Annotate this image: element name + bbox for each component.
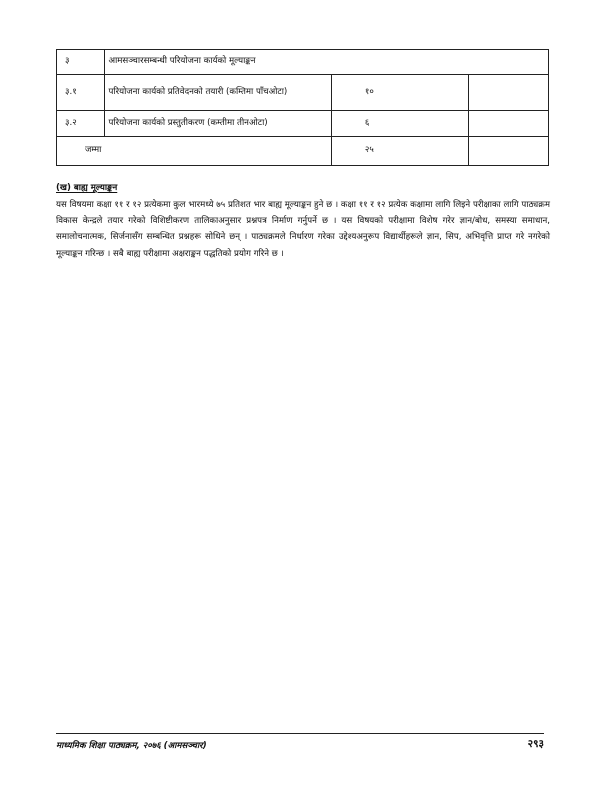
row-empty-cell	[468, 137, 548, 166]
section-paragraph: यस विषयमा कक्षा ११ र १२ प्रत्येकमा कुल भारमध्ये ७५ प्रतिशत भार बाह्य मूल्याङ्कन हुने छ । कक्षा ११ र १२ प्रत्येक कक्षामा लागि लिइने परीक्षाका लागि पाठ्यक्रम विकास केन्द्रले तयार गरेको विशिष्टीकरण तालिकाअनुसार प्रश्नपत्र निर्माण गर्नुपर्ने छ । यस विषयको परीक्षामा विशेष गरेर ज्ञान/बोध, समस्या समाधान, समालोचनात्मक, सिर्जनासँग सम्बन्धित प्रश्नहरू सोधिने छन् । पाठ्यक्रमले निर्धारण गरेका उद्देश्यअनुरूप विद्यार्थीहरूले ज्ञान, सिप, अभिवृत्ति प्राप्त गरे नगरेको मूल्याङ्कन गरिन्छ । सबै बाह्य परीक्षामा अक्षराङ्कन पद्धतिको प्रयोग गरिने छ ।	[56, 200, 550, 259]
table-row	[57, 111, 549, 137]
section-heading: (ख) बाह्य मूल्याङ्कन	[56, 183, 118, 193]
row-empty-cell	[468, 75, 548, 111]
row-description: परियोजना कार्यको प्रतिवेदनको तयारी (कम्तिमा पाँचओटा)	[105, 75, 331, 111]
page-number: २९३	[527, 738, 544, 750]
footer-title: माध्यमिक शिक्षा पाठ्यक्रम, २०७६ (आमसञ्चार)	[56, 741, 207, 751]
row-empty-cell	[468, 111, 548, 137]
assessment-table	[56, 49, 549, 166]
row-marks: ६	[331, 111, 468, 137]
row-number: ३.१	[57, 75, 105, 111]
table-row	[57, 75, 549, 111]
row-description: परियोजना कार्यको प्रस्तुतीकरण (कम्तीमा तीनओटा)	[105, 111, 331, 137]
page-footer	[56, 733, 544, 752]
total-marks: २५	[331, 137, 468, 166]
row-description: आमसञ्चारसम्बन्धी परियोजना कार्यको मूल्याङ्कन	[105, 50, 549, 75]
table-row	[57, 50, 549, 75]
row-number: ३.२	[57, 111, 105, 137]
total-label: जम्मा	[57, 137, 332, 166]
row-marks: १०	[331, 75, 468, 111]
table-total-row	[57, 137, 549, 166]
row-number: ३	[57, 50, 105, 75]
